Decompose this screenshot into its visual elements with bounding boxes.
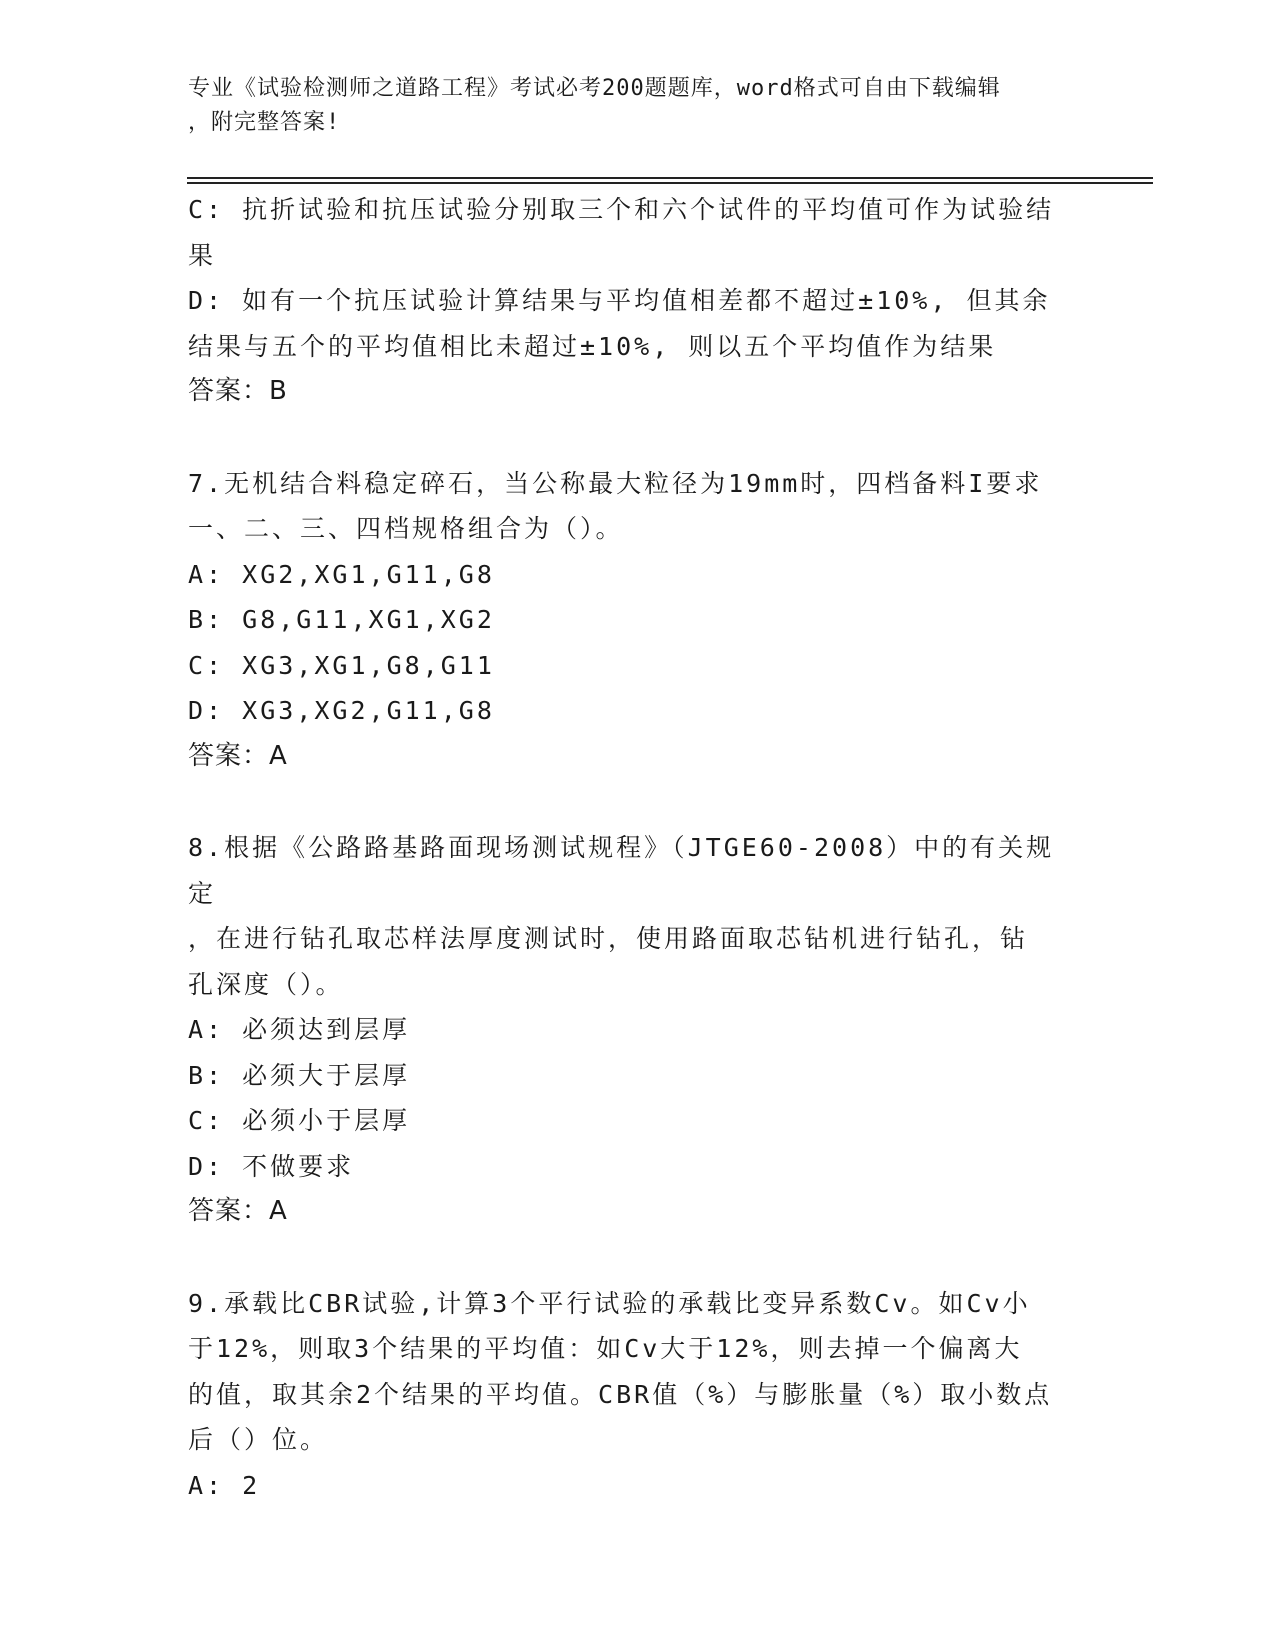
question-content <box>188 187 1078 1508</box>
q9-stem: 9.承载比CBR试验,计算3个平行试验的承载比变异系数Cv。如Cv小 <box>188 1288 1031 1318</box>
header-title-line: 专业《试验检测师之道路工程》考试必考200题题库，word格式可自由下载编辑 <box>188 76 1001 101</box>
q7-answer: 答案：A <box>188 740 288 771</box>
q8-option-b: B: 必须大于层厚 <box>188 1060 411 1090</box>
question-9 <box>188 1281 1078 1509</box>
q7-stem-continued: 一、二、三、四档规格组合为（）。 <box>188 514 624 543</box>
q7-option-a: A: XG2,XG1,G11,G8 <box>188 559 495 589</box>
q8-option-a: A: 必须达到层厚 <box>188 1015 411 1044</box>
question-8 <box>188 825 1078 1235</box>
q8-stem: 8.根据《公路路基路面现场测试规程》（JTGE60-2008）中的有关规定 <box>188 833 1055 908</box>
header-divider-top <box>187 177 1153 179</box>
document-header <box>188 72 1088 140</box>
q9-stem-continued: 于12%，则取3个结果的平均值：如Cv大于12%，则去掉一个偏离大 <box>188 1334 1023 1363</box>
q9-stem-continued-3: 后（）位。 <box>188 1425 329 1454</box>
q8-answer: 答案：A <box>188 1196 288 1226</box>
q6-option-d: D: 如有一个抗压试验计算结果与平均值相差都不超过±10%, 但其余 <box>188 286 1051 315</box>
q8-option-d: D: 不做要求 <box>188 1151 355 1181</box>
q6-option-c-continued: 果 <box>188 240 217 270</box>
question-6-fragment <box>188 187 1078 415</box>
q8-option-c: C: 必须小于层厚 <box>188 1106 411 1135</box>
q7-stem: 7.无机结合料稳定碎石，当公称最大粒径为19mm时，四档备料I要求 <box>188 468 1043 498</box>
spacer <box>188 779 1078 825</box>
q6-option-c: C: 抗折试验和抗压试验分别取三个和六个试件的平均值可作为试验结 <box>188 195 1055 224</box>
question-7 <box>188 461 1078 780</box>
q8-stem-continued-2: 孔深度（）。 <box>188 969 344 999</box>
spacer <box>188 1235 1078 1281</box>
spacer <box>188 415 1078 461</box>
q9-stem-continued-2: 的值，取其余2个结果的平均值。CBR值（%）与膨胀量（%）取小数点 <box>188 1379 1053 1409</box>
q8-stem-continued: ，在进行钻孔取芯样法厚度测试时，使用路面取芯钻机进行钻孔，钻 <box>188 924 1029 953</box>
q9-option-a: A: 2 <box>188 1470 261 1500</box>
q6-option-d-continued: 结果与五个的平均值相比未超过±10%, 则以五个平均值作为结果 <box>188 331 997 361</box>
q7-option-d: D: XG3,XG2,G11,G8 <box>188 696 495 725</box>
q7-option-c: C: XG3,XG1,G8,G11 <box>188 650 495 680</box>
q7-option-b: B: G8,G11,XG1,XG2 <box>188 605 495 634</box>
header-divider-bottom <box>187 182 1153 184</box>
header-title-line-continued: ，附完整答案! <box>188 110 341 135</box>
q6-answer: 答案：B <box>188 376 288 406</box>
